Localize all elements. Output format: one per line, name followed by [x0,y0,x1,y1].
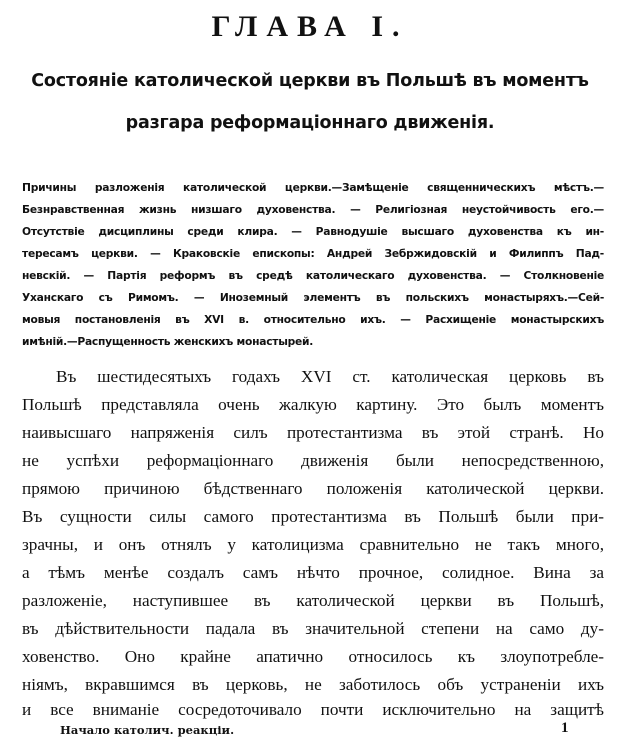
summary-line: Уханскаго съ Римомъ. — Иноземный элементъ въ польскихъ монастыряхъ.—Сей- [22,291,604,304]
summary-line: Безнравственная жизнь низшаго духовенства. — Религіозная неустойчивость его.— [22,203,604,216]
body-line: наивысшаго напряженія силъ протестантизма въ этой странѣ. Но [22,423,604,442]
body-line: не успѣхи реформаціоннаго движенія были непосредственною, [22,451,604,470]
body-line: Въ сущности силы самого протестантизма въ Польшѣ были при- [22,507,604,526]
summary-line: Причины разложенія католической церкви.—Замѣщеніе священническихъ мѣстъ.— [22,181,604,194]
chapter-subtitle-line-1: Состояніе католической церкви въ Польшѣ въ моментъ [31,71,589,91]
body-line: Въ шестидесятыхъ годахъ XVI ст. католическая церковь въ [56,367,604,386]
summary-line: Отсутствіе дисциплины среди клира. — Равнодушіе высшаго духовенства къ ин- [22,225,604,238]
page-number: 1 [561,720,569,736]
body-line: въ дѣйствительности падала въ значительной степени на само ду- [22,619,604,638]
body-line: Польшѣ представляла очень жалкую картину. Это былъ моментъ [22,395,604,414]
body-line: и все вниманіе сосредоточивало почти исключительно на защитѣ [22,700,604,719]
body-line: прямою причиною бѣдственнаго положенія католической церкви. [22,479,604,498]
body-line: а тѣмъ менѣе создалъ самъ нѣчто прочное, солидное. Вина за [22,563,604,582]
body-line: ховенство. Оно крайне апатично относилось къ злоупотребле- [22,647,604,666]
chapter-subtitle-line-2: разгара реформаціоннаго движенія. [125,113,495,133]
summary-line: мовыя постановленія въ XVI в. относительно ихъ. — Расхищеніе монастырскихъ [22,313,604,326]
body-line: ніямъ, вкравшимся въ церковь, не заботилось объ устраненіи ихъ [22,675,604,694]
running-footer-title: Начало католич. реакціи. [60,723,235,737]
summary-line: имѣній.—Распущенность женскихъ монастырей. [22,335,314,348]
body-line: разложеніе, наступившее въ католической церкви въ Польшѣ, [22,591,604,610]
summary-line: невскій. — Партія реформъ въ средѣ католическаго духовенства. — Столкновеніе [22,269,604,282]
chapter-title: ГЛАВА I. [211,10,409,43]
body-line: зрачны, и онъ отнялъ у католицизма сравнительно не такъ много, [22,535,604,554]
summary-line: тересамъ церкви. — Краковскіе епископы: Андрей Зебржидовскій и Филиппъ Пад- [22,247,604,260]
